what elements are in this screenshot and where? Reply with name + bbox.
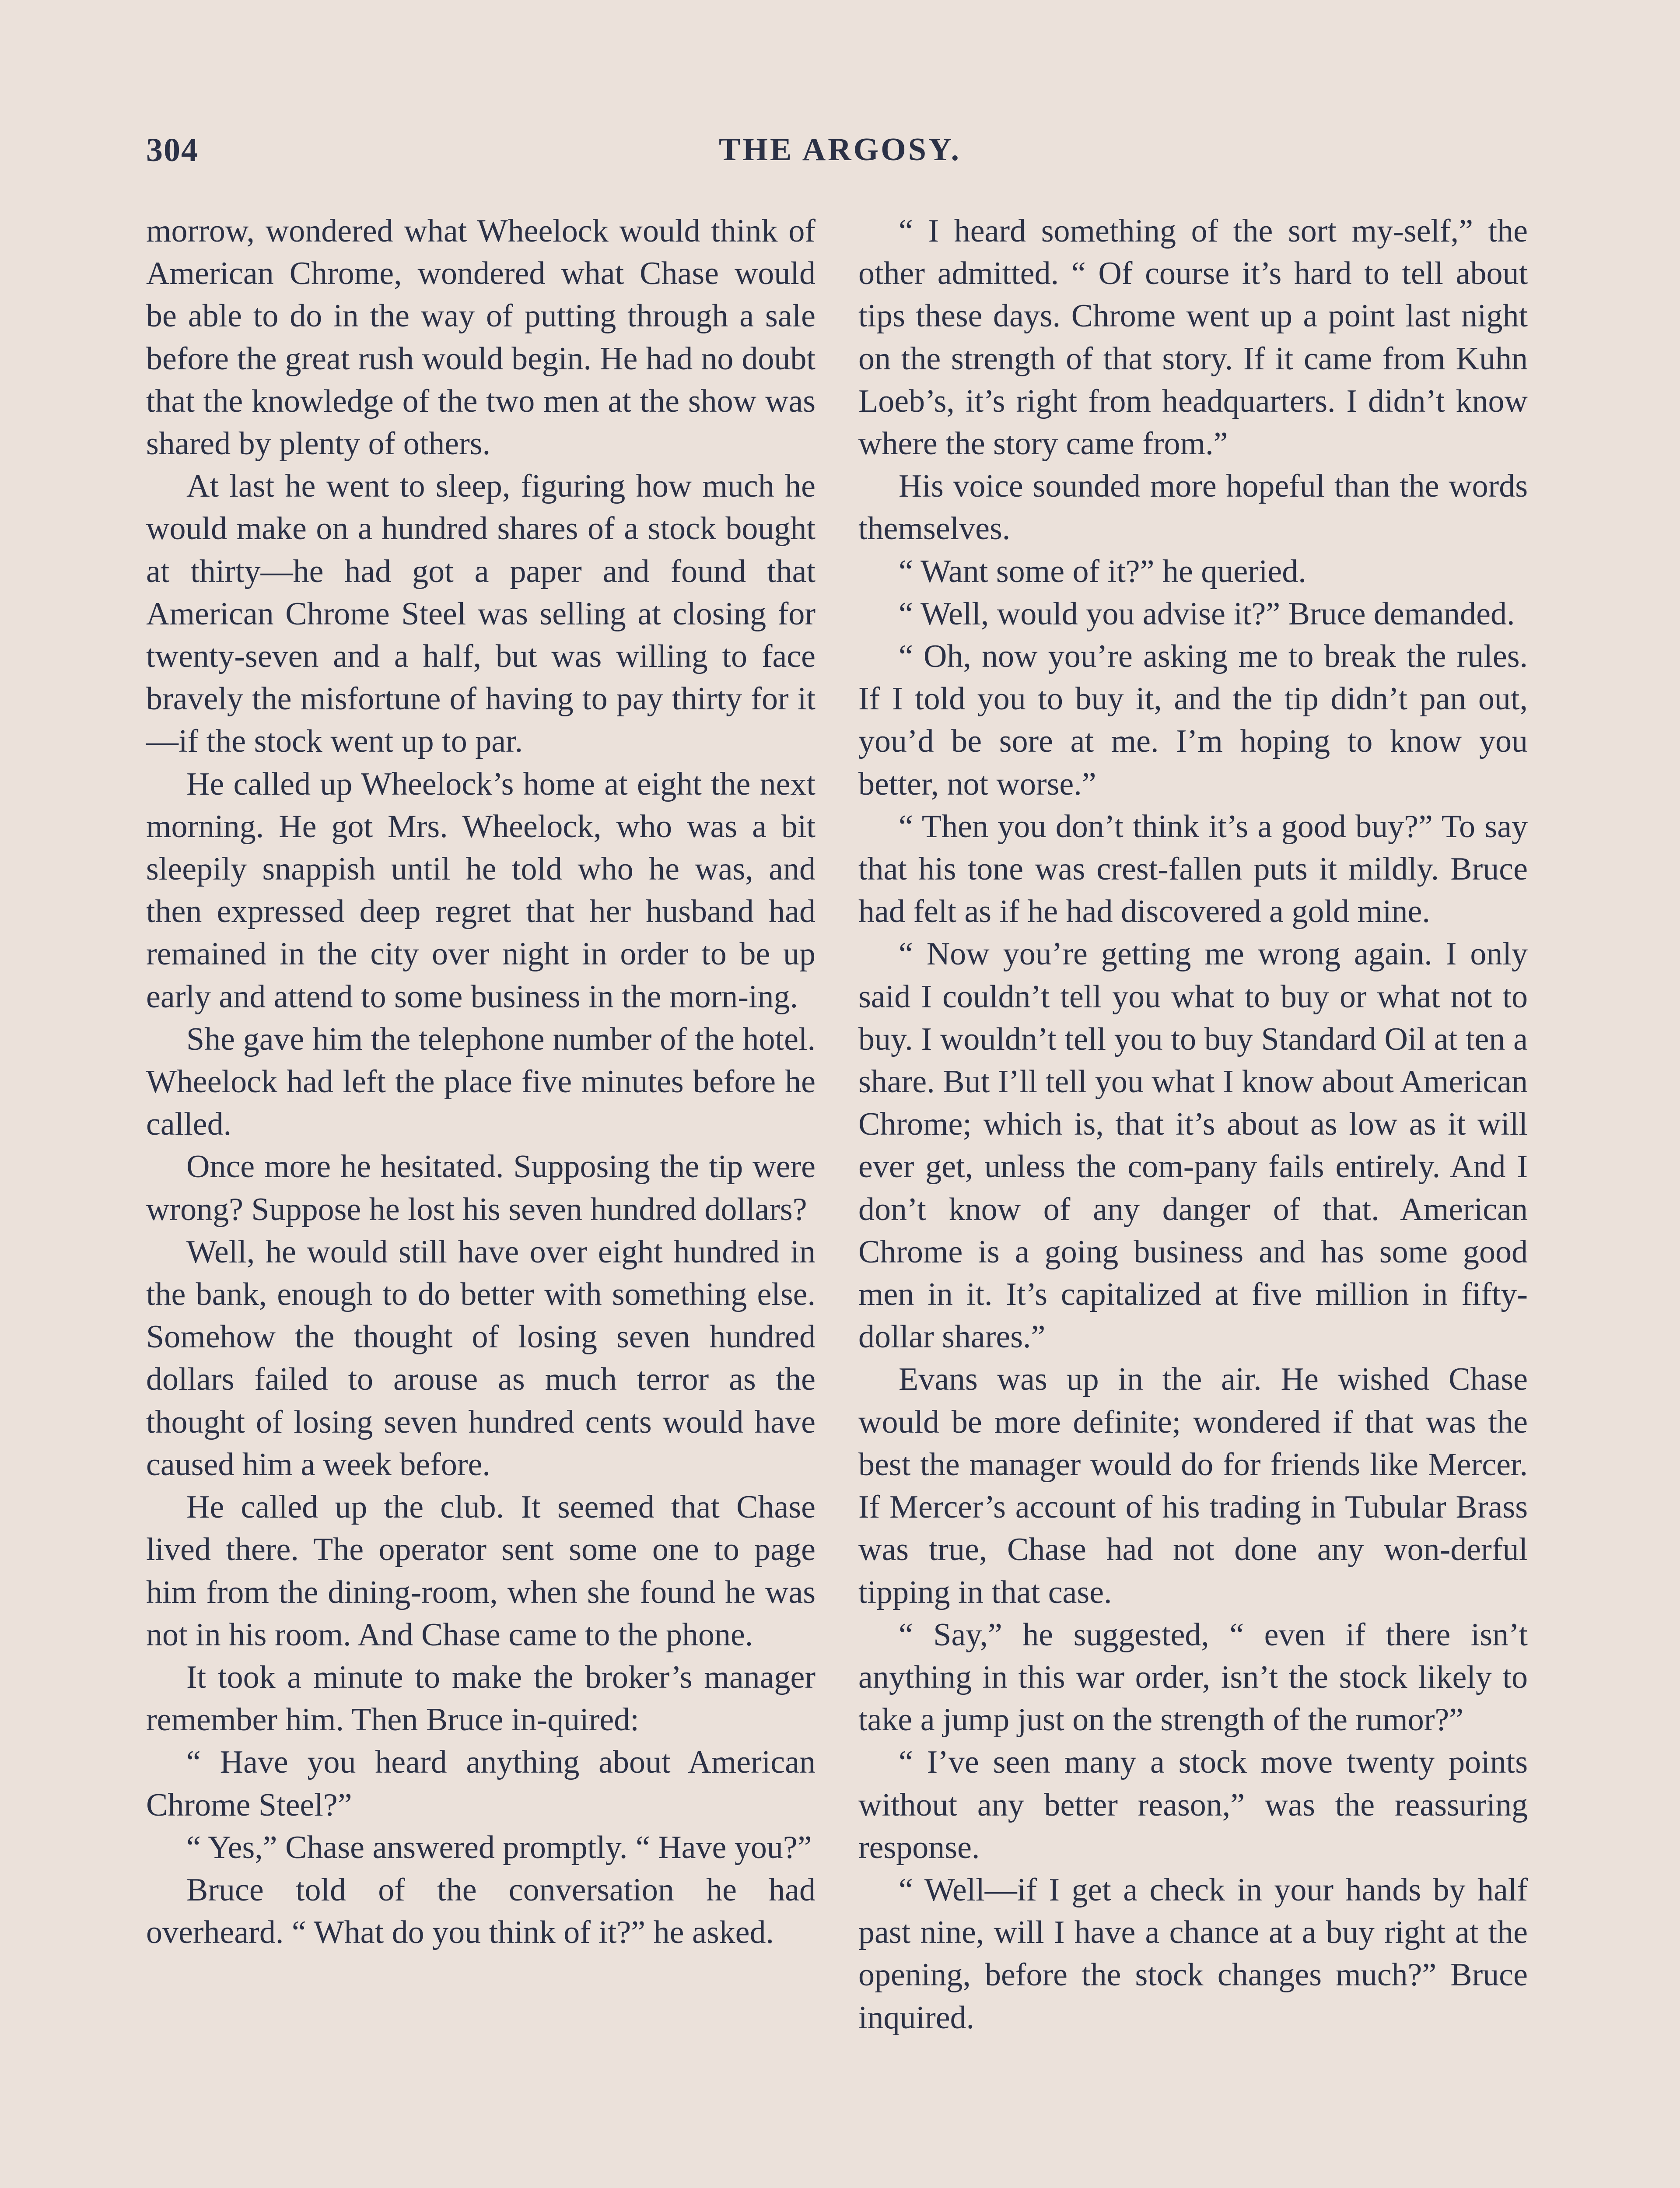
page-number: 304	[146, 132, 199, 168]
paragraph: It took a minute to make the broker’s manager remember him. Then Bruce in-quired:	[146, 1659, 816, 1738]
paragraph: “ Yes,” Chase answered promptly. “ Have you?”	[186, 1829, 812, 1865]
paragraph: His voice sounded more hopeful than the words themselves.	[858, 468, 1528, 547]
paragraph: “ Have you heard anything about American Chrome Steel?”	[146, 1744, 816, 1823]
paragraph: He called up Wheelock’s home at eight the next morning. He got Mrs. Wheelock, who was a bit sleepily snappish until he told who he was, and then expressed deep regret that her husband had remained in the city over night in order to be up early and attend to some business in the morn-ing.	[146, 766, 816, 1015]
paragraph: “ Then you don’t think it’s a good buy?” To say that his tone was crest-fallen puts it mildly. Bruce had felt as if he had discovered a gold mine.	[858, 808, 1528, 930]
left-column	[146, 210, 816, 1954]
paragraph: “ Well, would you advise it?” Bruce demanded.	[899, 596, 1515, 632]
paragraph: Bruce told of the conversation he had overheard. “ What do you think of it?” he asked.	[146, 1872, 816, 1951]
paragraph: Once more he hesitated. Supposing the tip were wrong? Suppose he lost his seven hundred dollars?	[146, 1149, 816, 1227]
paragraph: “ Now you’re getting me wrong again. I only said I couldn’t tell you what to buy or what not to buy. I wouldn’t tell you to buy Standard Oil at ten a share. But I’ll tell you what I know about American Chrome; which is, that it’s about as low as it will ever get, unless the com-pany fails entirely. And I don’t know of any danger of that. American Chrome is a going business and has some good men in it. It’s capitalized at five million in fifty-dollar shares.”	[858, 936, 1528, 1355]
paragraph: “ I heard something of the sort my-self,” the other admitted. “ Of course it’s hard to tell about tips these days. Chrome went up a point last night on the strength of that story. If it came from Kuhn Loeb’s, it’s right from headquarters. I didn’t know where the story came from.”	[858, 213, 1528, 462]
paragraph: At last he went to sleep, figuring how much he would make on a hundred shares of a stock bought at thirty—he had got a paper and found that American Chrome Steel was selling at closing for twenty-seven and a half, but was willing to face bravely the misfortune of having to pay thirty for it—if the stock went up to par.	[146, 468, 816, 760]
paragraph: “ Want some of it?” he queried.	[899, 553, 1306, 589]
running-head: THE ARGOSY.	[719, 132, 961, 168]
page-header	[0, 131, 1680, 179]
right-column	[858, 210, 1528, 2039]
paragraph: Evans was up in the air. He wished Chase would be more definite; wondered if that was the best the manager would do for friends like Mercer. If Mercer’s account of his trading in Tubular Brass was true, Chase had not done any won-derful tipping in that case.	[858, 1361, 1528, 1610]
paragraph: “ I’ve seen many a stock move twenty points without any better reason,” was the reassuring response.	[858, 1744, 1528, 1865]
paragraph: Well, he would still have over eight hundred in the bank, enough to do better with something else. Somehow the thought of losing seven hundred dollars failed to arouse as much terror as the thought of losing seven hundred cents would have caused him a week before.	[146, 1234, 816, 1483]
paragraph: “ Well—if I get a check in your hands by half past nine, will I have a chance at a buy right at the opening, before the stock changes much?” Bruce inquired.	[858, 1872, 1528, 2036]
paragraph: morrow, wondered what Wheelock would think of American Chrome, wondered what Chase would be able to do in the way of putting through a sale before the great rush would begin. He had no doubt that the knowledge of the two men at the show was shared by plenty of others.	[146, 213, 816, 462]
paragraph: She gave him the telephone number of the hotel. Wheelock had left the place five minutes before he called.	[146, 1021, 816, 1143]
paragraph: He called up the club. It seemed that Chase lived there. The operator sent some one to page him from the dining-room, when she found he was not in his room. And Chase came to the phone.	[146, 1489, 816, 1653]
paragraph: “ Oh, now you’re asking me to break the rules. If I told you to buy it, and the tip didn’t pan out, you’d be sore at me. I’m hoping to know you better, not worse.”	[858, 638, 1528, 802]
paragraph: “ Say,” he suggested, “ even if there isn’t anything in this war order, isn’t the stock likely to take a jump just on the strength of the rumor?”	[858, 1616, 1528, 1738]
